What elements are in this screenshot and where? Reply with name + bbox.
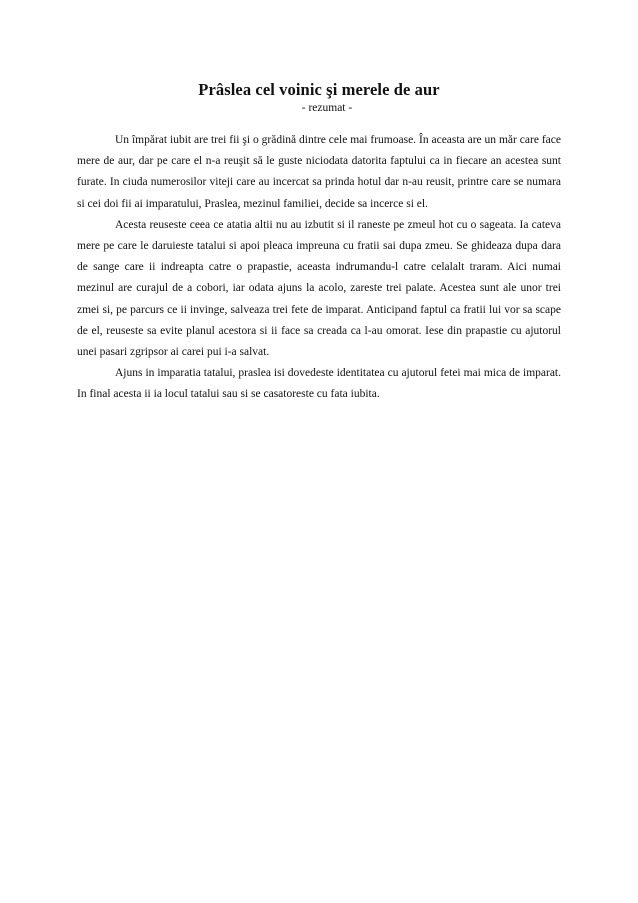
paragraph-3: Ajuns in imparatia tatalui, praslea isi dovedeste identitatea cu ajutorul fetei mai mica de imparat. In final acesta ii ia locul tatalui sau si se casatoreste cu fata iubita. — [77, 367, 561, 401]
document-page — [77, 80, 561, 406]
paragraph-2: Acesta reuseste ceea ce atatia altii nu au izbutit si il raneste pe zmeul hot cu o sageata. Ia cateva mere pe care le daruieste tatalui si apoi pleaca impreuna cu fratii sai dupa zmeu. Se ghideaza dupa dara de sange care ii indreapta catre o prapastie, aceasta indrumandu-l catre celalalt traram. Aici numai mezinul are curajul de a cobori, iar odata ajuns la acolo, zareste trei palate. Acestea sunt ale unor trei zmei si, pe parcurs ce ii invinge, salveaza trei fete de imparat. Anticipand faptul ca fratii lui vor sa scape de el, reuseste sa evite planul acestora si ii face sa creada ca l-au omorat. Iese din prapastie cu ajutorul unei pasari zgripsor ai carei pui i-a salvat. — [77, 218, 561, 359]
document-title: Prâslea cel voinic şi merele de aur — [198, 80, 440, 99]
document-subtitle: - rezumat - — [301, 102, 353, 114]
paragraph-1: Un împărat iubit are trei fii şi o grădină dintre cele mai frumoase. În aceasta are un măr care face mere de aur, dar pe care el n-a reuşit să le guste niciodata datorita faptului ca in fiecare an acestea sunt furate. In ciuda numerosilor viteji care au incercat sa prinda hotul dar n-au reusit, printre care se numara si cei doi fii ai imparatului, Praslea, mezinul familiei, decide sa incerce si el. — [77, 134, 561, 210]
